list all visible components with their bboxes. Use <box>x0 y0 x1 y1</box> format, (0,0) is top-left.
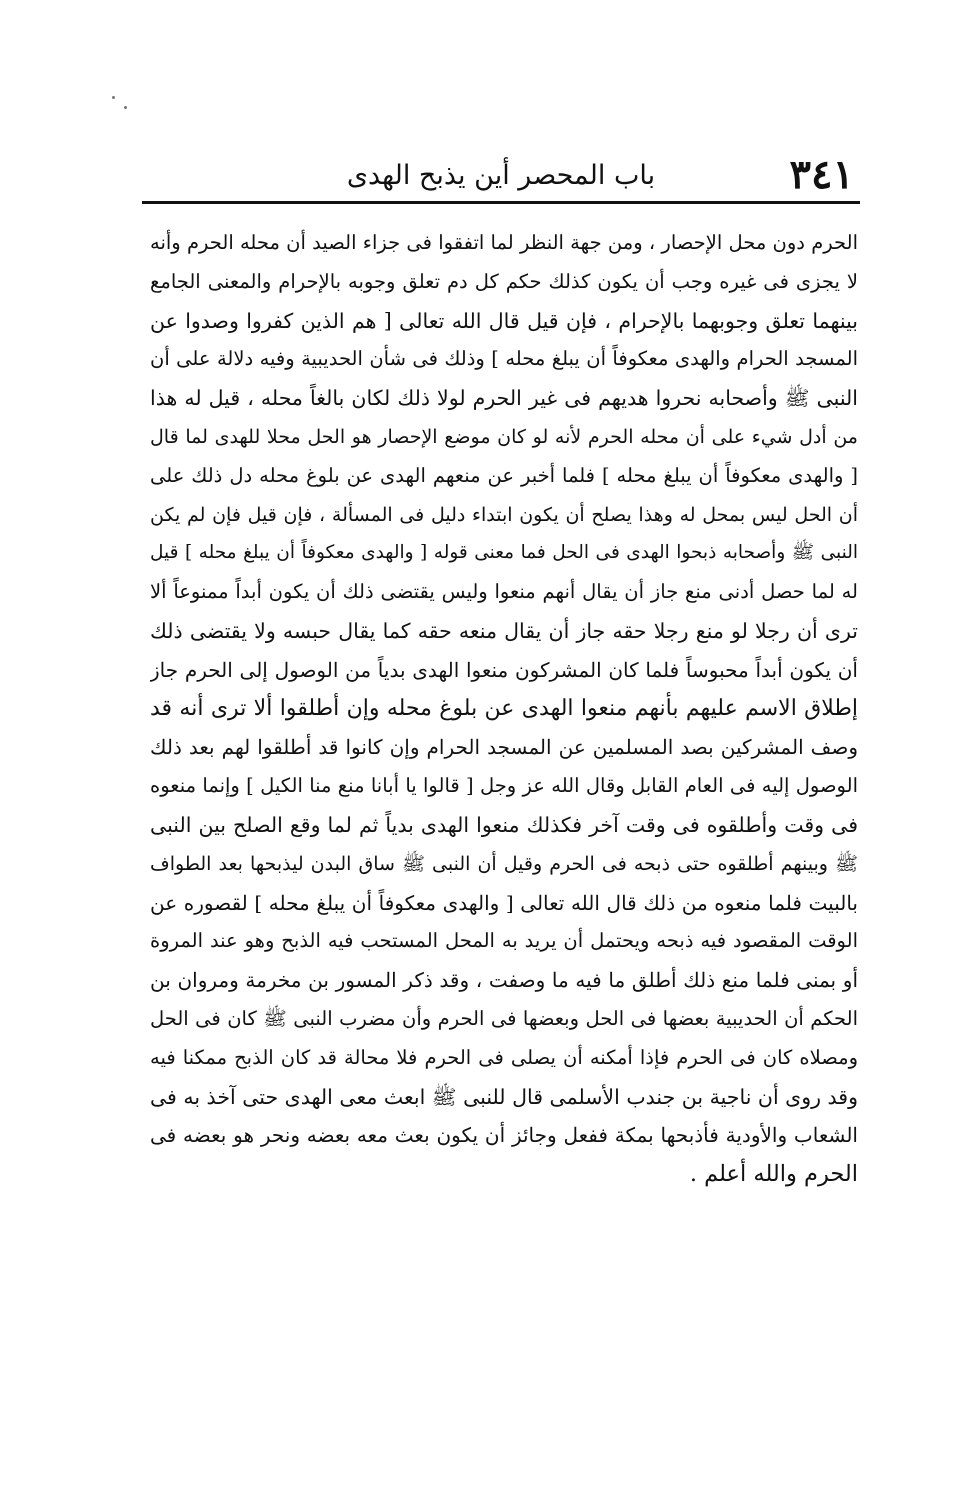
text-line: الشعاب والأودية فأذبحها بمكة ففعل وجائز أن يكون بعث معه بعضه ونحر هو بعضه فى <box>150 1123 858 1148</box>
text-line: له لما حصل أدنى منع جاز أن يقال أنهم منعوا وليس يقتضى ذلك أن يكون أبداً ممنوعاً ألا <box>150 580 858 604</box>
text-line: [ والهدى معكوفاً أن يبلغ محله ] فلما أخبر عن منعهم الهدى عن بلوغ محله دل ذلك على <box>150 463 858 487</box>
text-line: النبى ﷺ وأصحابه نحروا هديهم فى غير الحرم لولا ذلك لكان بالغاً محله ، قيل له هذا <box>150 386 858 411</box>
text-line: الحكم أن الحديبية بعضها فى الحل وبعضها فى الحرم وأن مضرب النبى ﷺ كان فى الحل <box>150 1006 858 1030</box>
text-line: ترى أن رجلا لو منع رجلا حقه جاز أن يقال منعه حقه كما يقال حبسه ولا يقتضى ذلك <box>150 618 858 643</box>
text-line: الوقت المقصود فيه ذبحه ويحتمل أن يريد به المحل المستحب فيه الذبح وهو عند المروة <box>150 929 858 953</box>
page-header <box>148 150 854 200</box>
margin-speck <box>112 96 115 99</box>
text-line: الحرم دون محل الإحصار ، ومن جهة النظر لما اتفقوا فى جزاء الصيد أن محله الحرم وأنه <box>150 231 858 254</box>
text-line: المسجد الحرام والهدى معكوفاً أن يبلغ محله ] وذلك فى شأن الحديبية وفيه دلالة على أن <box>150 347 858 371</box>
header-rule <box>142 201 860 204</box>
text-line: أو بمنى فلما منع ذلك أطلق ما فيه ما وصفت ، وقد ذكر المسور بن مخرمة ومروان بن <box>150 968 858 993</box>
text-line: وصف المشركين بصد المسلمين عن المسجد الحرام وإن كانوا قد أطلقوا لهم بعد ذلك <box>150 735 858 760</box>
margin-speck <box>124 106 127 109</box>
text-line: بالبيت فلما منعوه من ذلك قال الله تعالى [ والهدى معكوفاً أن يبلغ محله ] لقصوره عن <box>150 890 858 915</box>
text-line: النبى ﷺ وأصحابه ذبحوا الهدى فى الحل فما معنى قوله [ والهدى معكوفاً أن يبلغ محله ] قيل <box>150 542 858 564</box>
text-line: أن الحل ليس بمحل له وهذا يصلح أن يكون ابتداء دليل فى المسألة ، فإن قيل فإن لم يكن <box>150 503 858 526</box>
text-line: ومصلاه كان فى الحرم فإذا أمكنه أن يصلى فى الحرم فلا محالة قد كان الذبح ممكنا فيه <box>150 1045 858 1069</box>
page-number: ٣٤١ <box>789 151 854 198</box>
text-line: الوصول إليه فى العام القابل وقال الله عز وجل [ قالوا يا أبانا منع منا الكيل ] وإنما منعوه <box>150 774 858 798</box>
text-line: ﷺ وبينهم أطلقوه حتى ذبحه فى الحرم وقيل أن النبى ﷺ ساق البدن ليذبحها بعد الطواف <box>150 852 858 875</box>
text-line: بينهما تعلق وجوبهما بالإحرام ، فإن قيل قال الله تعالى [ هم الذين كفروا وصدوا عن <box>150 308 858 333</box>
text-line: من أدل شيء على أن محله الحرم لأنه لو كان موضع الإحصار هو الحل محلا للهدى لما قال <box>150 425 858 448</box>
text-line: إطلاق الاسم عليهم بأنهم منعوا الهدى عن بلوغ محله وإن أطلقوا ألا ترى أنه قد <box>150 695 858 721</box>
text-line: وقد روى أن ناجية بن جندب الأسلمى قال للنبى ﷺ ابعث معى الهدى حتى آخذ به فى <box>150 1084 858 1109</box>
body-text <box>150 224 858 1194</box>
text-line: أن يكون أبداً محبوساً فلما كان المشركون منعوا الهدى بدياً من الوصول إلى الحرم جاز <box>150 657 858 682</box>
text-line-last: الحرم والله أعلم . <box>689 1161 858 1188</box>
text-line: لا يجزى فى غيره وجب أن يكون كذلك حكم كل دم تعلق وجوبه بالإحرام والمعنى الجامع <box>150 269 858 293</box>
running-title: باب المحصر أين يذبح الهدى <box>346 160 656 191</box>
text-line: فى وقت وأطلقوه فى وقت آخر فكذلك منعوا الهدى بدياً ثم لما وقع الصلح بين النبى <box>150 812 858 837</box>
